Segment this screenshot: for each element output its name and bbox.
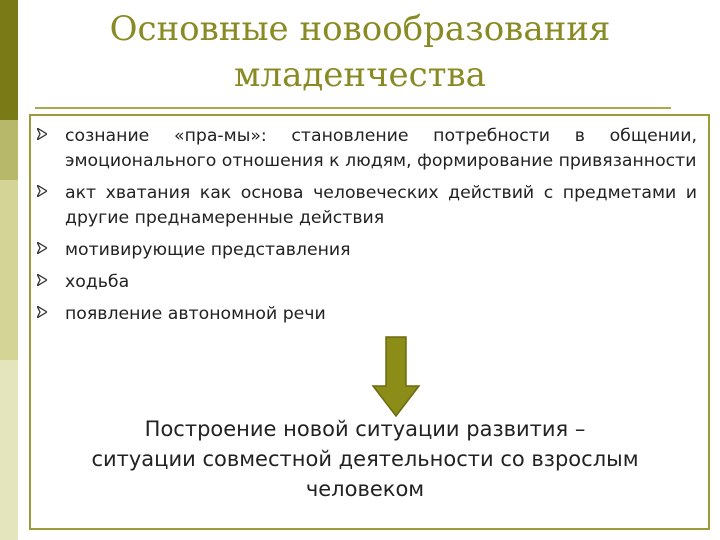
bullet-item	[32, 124, 697, 174]
down-arrow-icon	[371, 336, 421, 418]
conclusion-line-3: человеком	[305, 477, 425, 501]
arrowhead-bullet-icon	[37, 242, 47, 254]
title-underline	[35, 107, 671, 109]
arrowhead-bullet-icon	[37, 185, 47, 197]
bullet-text: сознание «пра-мы»: становление потребности в общении, эмоционального отношения к людям, формирование привязанности	[65, 126, 697, 171]
arrowhead-bullet-icon	[37, 306, 47, 318]
slide-title	[40, 6, 680, 98]
conclusion-line-2: ситуации совместной деятельности со взрослым	[91, 447, 639, 471]
bullet-item	[32, 302, 697, 327]
side-band-segment	[0, 180, 18, 360]
bullet-text: акт хватания как основа человеческих действий с предметами и другие преднамеренные действия	[65, 183, 697, 228]
bullet-item	[32, 181, 697, 231]
arrowhead-bullet-icon	[37, 274, 47, 286]
bullet-text: появление автономной речи	[65, 304, 326, 324]
bullet-list	[32, 124, 697, 334]
bullet-text: ходьба	[65, 272, 130, 292]
bullet-item	[32, 238, 697, 263]
bullet-item	[32, 270, 697, 295]
title-line-2: младенчества	[234, 55, 486, 95]
side-band-segment	[0, 0, 18, 120]
title-line-1: Основные новообразования	[109, 9, 611, 49]
arrowhead-bullet-icon	[37, 128, 47, 140]
conclusion-line-1: Построение новой ситуации развития –	[144, 417, 586, 441]
side-band-segment	[0, 120, 18, 180]
decorative-side-band	[0, 0, 18, 540]
bullet-text: мотивирующие представления	[65, 240, 351, 260]
conclusion-text	[40, 414, 690, 504]
side-band-segment	[0, 360, 18, 540]
